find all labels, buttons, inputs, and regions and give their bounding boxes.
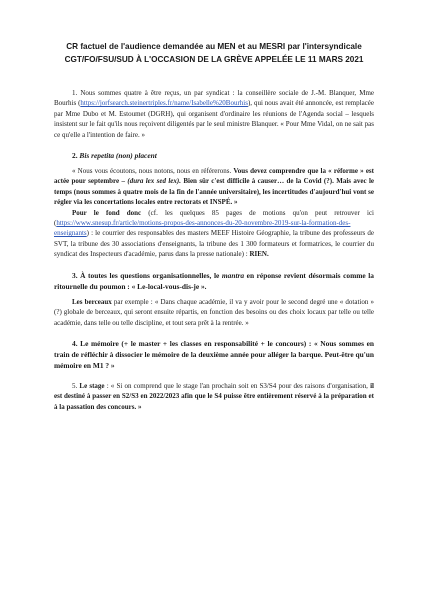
text-span: ) : le courrier des responsables des masters MEEF Histoire Géographie, la tribune des professeurs de SVT, la tribune des 30 associations d'enseignants, la tribune des 1 300 formateurs et formatrices, le courrier du syndicat des Inspecteurs d'académie, parus dans la presse nationale) : [54,229,374,259]
bold-span: Les berceaux [72,297,112,306]
bold-italic-span: (dura lex sed lex). [127,177,181,186]
paragraph [54,88,374,140]
section-heading [54,270,374,292]
bold-span: RIEN. [249,250,269,259]
bold-span: Vous devez comprendre que la « réforme » est actée pour septembre – [54,167,374,186]
paragraph [54,208,374,260]
text-span: : « Si on comprend que le stage l'an prochain soit en S3/S4 pour des raisons d'organisation, [104,381,371,390]
text-span: 5. [72,381,80,390]
section-5 [54,381,374,412]
bold-span: Bien sûr c'est difficile à causer… de la Covid (?). Mais avec le temps (nous sommes à quatre mois de la fin de l'année universitaire), les incertitudes d'aujourd'hui vont se régler via les concertations locales entre rectorats et INSPÉ. » [54,177,374,207]
section-3 [54,270,374,328]
section-1 [54,88,374,140]
heading-number: 2. [72,151,80,161]
text-span: 1. Nous sommes quatre à être reçus, un par syndicat : la conseillère sociale de J.-M. Blanquer, Mme Bourhis ( [54,89,374,108]
heading-text: 4. Le mémoire (+ le master + les classes en responsabilité + le concours) : « [72,338,321,348]
paragraph [54,297,374,328]
bold-span: Le stage [79,381,105,390]
paragraph [54,381,374,412]
heading-text: Nous sommes en train de réfléchir à dissocier le mémoire de la deuxième année pour alléger la barque. Peut-être qu'un mémoire en M1 ? » [54,338,374,370]
bold-span: Pour le fond donc [72,208,142,217]
section-heading [54,150,374,161]
text-span: par exemple : « Dans chaque académie, il va y avoir pour le second degré une « dotation » (?) globale de berceaux, qui seront ensuite répartis, en fonction des besoins ou des choix locaux par telle ou telle académie, dans telle ou telle discipline, et tout sera prêt à la rentrée. » [54,297,374,327]
heading-italic: mantra [221,270,245,280]
section-4 [54,338,374,371]
title-line-1: CR factuel de l'audience demandée au MEN et au MESRI par l'intersyndicale [66,42,362,51]
bold-span: il est destiné à passer en S2/S3 en 2022/2023 afin que le S4 puisse être entièrement réservé à la préparation et à la passation des concours. » [54,381,374,411]
text-span: (cf. les quelques 85 pages de motions qu'on peut retrouver ici ( [54,208,374,228]
section-heading [54,338,374,371]
heading-text: en réponse revient désormais comme la ritournelle du poumon : « Le-local-vous-dis-je ». [54,270,374,291]
paragraph [54,166,374,208]
text-span: ), qui nous avait été annoncée, est remplacée par Mme Dubo et M. Estoumet (DGRH), qui organisent d'ordinaire les réunions de l'Agenda social – lesquels insistent sur le fait qu'ils nous reçoivent diligentés par le seul ministre Blanquer. « Pour Mme Vidal, on ne sait pas ce qu'elle a l'intention de faire. » [54,99,374,139]
heading-text: Bis repetita (non) placent [79,151,157,161]
snesup-link[interactable]: https://www.snesup.fr/article/motions-propos-des-annonces-du-20-novembre-2019-sur-la-formation-des-enseignants [54,219,351,238]
text-span: « Nous vous écoutons, nous notons, nous en référerons. [72,167,234,176]
section-2 [54,150,374,260]
title-line-2: CGT/FO/FSU/SUD À L'OCCASION DE LA GRÈVE APPELÉE LE 11 MARS 2021 [64,55,364,64]
bourhis-link[interactable]: https://jorfsearch.steinertriples.fr/name/Isabelle%20Bourhis [80,99,248,108]
document-title [54,40,374,66]
heading-text: 3. À toutes les questions organisationnelles, le [72,270,222,280]
